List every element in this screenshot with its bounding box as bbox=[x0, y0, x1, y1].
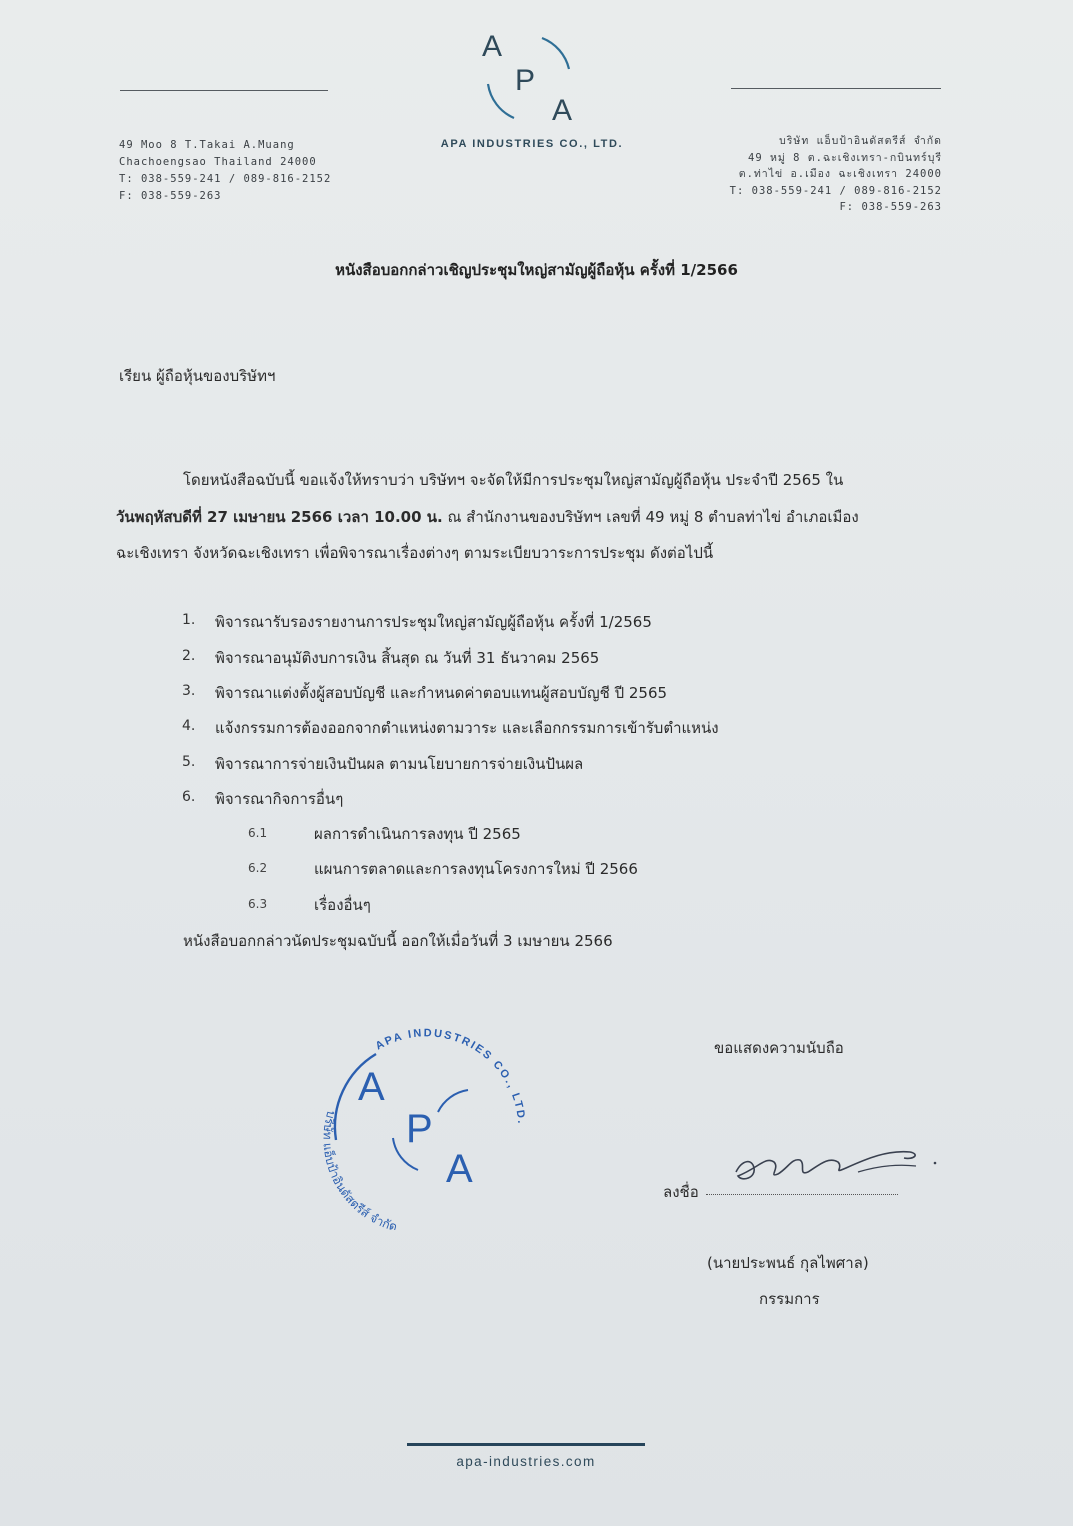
handwritten-signature bbox=[728, 1138, 948, 1198]
address-th-line: F: 038-559-263 bbox=[839, 201, 942, 213]
address-en bbox=[119, 137, 331, 205]
sub-agenda-number: 6.1 bbox=[248, 826, 268, 840]
sub-agenda-number: 6.3 bbox=[248, 897, 268, 911]
footer-rule bbox=[407, 1443, 645, 1446]
svg-text:P: P bbox=[406, 1107, 433, 1151]
svg-text:APA INDUSTRIES CO., LTD. bbox=[374, 1027, 528, 1125]
agenda-item: พิจารณาแต่งตั้งผู้สอบบัญชี และกำหนดค่าตอบแทนผู้สอบบัญชี ปี 2565 bbox=[215, 684, 668, 702]
agenda-number: 3. bbox=[182, 683, 196, 699]
header-rule-right bbox=[731, 88, 941, 89]
agenda-item: พิจารณารับรองรายงานการประชุมใหญ่สามัญผู้ถือหุ้น ครั้งที่ 1/2565 bbox=[215, 613, 652, 631]
address-en-line: T: 038-559-241 / 089-816-2152 bbox=[119, 173, 332, 185]
logo-letter-a1: A bbox=[482, 30, 503, 63]
closing: ขอแสดงความนับถือ bbox=[714, 1039, 844, 1057]
meeting-datetime: วันพฤหัสบดีที่ 27 เมษายน 2566 เวลา 10.00 น. bbox=[116, 508, 443, 526]
paragraph-line-2 bbox=[116, 505, 859, 529]
seal-text-en: APA INDUSTRIES CO., LTD. bbox=[373, 1027, 528, 1126]
agenda-number: 2. bbox=[182, 648, 196, 664]
sub-agenda-item: ผลการดำเนินการลงทุน ปี 2565 bbox=[314, 825, 521, 843]
address-th-line: ต.ท่าไข่ อ.เมือง ฉะเชิงเทรา 24000 bbox=[738, 168, 942, 180]
agenda-number: 4. bbox=[182, 718, 196, 734]
meeting-location: ณ สำนักงานของบริษัทฯ เลขที่ 49 หมู่ 8 ตำบลท่าไข่ อำเภอเมือง bbox=[442, 508, 859, 526]
sub-agenda-number: 6.2 bbox=[248, 861, 268, 875]
company-logo bbox=[466, 24, 586, 126]
address-th-line: T: 038-559-241 / 089-816-2152 bbox=[729, 184, 942, 197]
svg-text:A: A bbox=[446, 1147, 473, 1191]
address-en-line: Chachoengsao Thailand 24000 bbox=[119, 156, 317, 168]
agenda-item: แจ้งกรรมการต้องออกจากตำแหน่งตามวาระ และเลือกกรรมการเข้ารับตำแหน่ง bbox=[215, 719, 719, 737]
agenda-item: พิจารณาการจ่ายเงินปันผล ตามนโยบายการจ่ายเงินปันผล bbox=[215, 755, 584, 773]
agenda-number: 5. bbox=[182, 754, 196, 770]
agenda-item: พิจารณากิจการอื่นๆ bbox=[215, 790, 344, 808]
issued-date: หนังสือบอกกล่าวนัดประชุมฉบับนี้ ออกให้เมื่อวันที่ 3 เมษายน 2566 bbox=[183, 932, 613, 950]
address-en-line: F: 038-559-263 bbox=[119, 190, 222, 202]
company-seal bbox=[318, 1020, 528, 1230]
svg-text:A: A bbox=[358, 1065, 385, 1109]
address-en-line: 49 Moo 8 T.Takai A.Muang bbox=[119, 139, 295, 151]
sub-agenda-item: แผนการตลาดและการลงทุนโครงการใหม่ ปี 2566 bbox=[314, 860, 638, 878]
footer-website: apa-industries.com bbox=[456, 1454, 596, 1469]
paragraph-line-1: โดยหนังสือฉบับนี้ ขอแจ้งให้ทราบว่า บริษัทฯ จะจัดให้มีการประชุมใหญ่สามัญผู้ถือหุ้น ประจำปี 2565 ใน bbox=[183, 471, 844, 489]
address-th bbox=[730, 133, 942, 216]
address-th-line: 49 หมู่ 8 ต.ฉะเชิงเทรา-กบินทร์บุรี bbox=[748, 151, 942, 164]
signer-title: กรรมการ bbox=[759, 1290, 820, 1308]
agenda-number: 1. bbox=[182, 612, 196, 628]
address-th-line: บริษัท แอ็บป้าอินดัสตรีส์ จำกัด bbox=[779, 135, 942, 147]
logo-letter-p: P bbox=[515, 64, 536, 97]
signer-name: (นายประพนธ์ กุลไพศาล) bbox=[707, 1254, 869, 1272]
salutation: เรียน ผู้ถือหุ้นของบริษัทฯ bbox=[119, 367, 276, 385]
seal-text-th: บริษัท แอ็บป้าอินดัสตรีส์ จำกัด bbox=[320, 1109, 399, 1230]
sign-label: ลงชื่อ bbox=[663, 1183, 699, 1201]
company-name-en: APA INDUSTRIES CO., LTD. bbox=[440, 138, 624, 150]
svg-text:บริษัท แอ็บป้าอินดัสตรีส์ จำกั bbox=[320, 1109, 398, 1230]
logo-letter-a2: A bbox=[552, 94, 573, 126]
letter-title: หนังสือบอกกล่าวเชิญประชุมใหญ่สามัญผู้ถือหุ้น ครั้งที่ 1/2566 bbox=[335, 261, 738, 279]
agenda-number: 6. bbox=[182, 789, 196, 805]
agenda-item: พิจารณาอนุมัติงบการเงิน สิ้นสุด ณ วันที่ 31 ธันวาคม 2565 bbox=[215, 649, 600, 667]
header-rule-left bbox=[120, 90, 328, 91]
sub-agenda-item: เรื่องอื่นๆ bbox=[314, 896, 371, 914]
paragraph-line-3: ฉะเชิงเทรา จังหวัดฉะเชิงเทรา เพื่อพิจารณาเรื่องต่างๆ ตามระเบียบวาระการประชุม ดังต่อไปนี้ bbox=[116, 544, 714, 562]
